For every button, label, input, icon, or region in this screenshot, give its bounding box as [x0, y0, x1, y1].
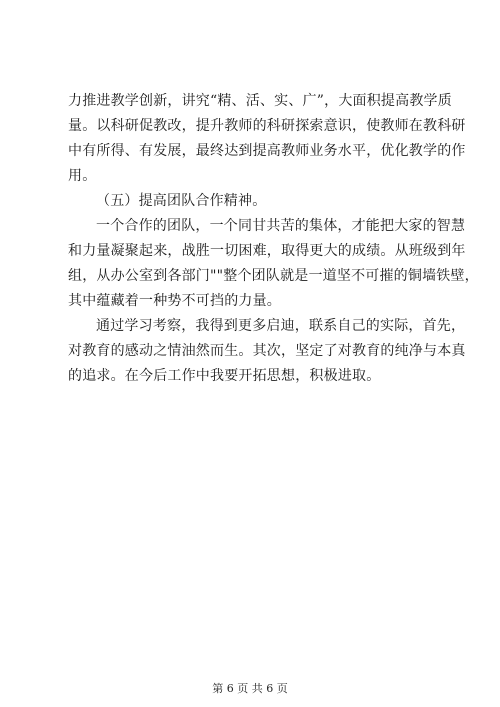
paragraph-4-line-3: 的追求。在今后工作中我要开拓思想，积极进取。 [68, 368, 381, 384]
section-heading: （五）提高团队合作精神。 [96, 193, 267, 209]
paragraph-3-line-4: 其中蕴藏着一种势不可挡的力量。 [68, 293, 281, 309]
paragraph-4-line-2: 对教育的感动之情油然而生。其次，坚定了对教育的纯净与本真 [68, 343, 466, 359]
paragraph-1-line-2: 量。以科研促教改，提升教师的科研探索意识，使教师在教科研 [68, 118, 466, 134]
paragraph-3-line-2: 和力量凝聚起来，战胜一切困难，取得更大的成绩。从班级到年 [68, 243, 466, 259]
paragraph-1-line-3: 中有所得、有发展，最终达到提高教师业务水平，优化教学的作 [68, 143, 466, 159]
paragraph-4-line-1: 通过学习考察，我得到更多启迪，联系自己的实际，首先， [96, 318, 466, 334]
paragraph-3-line-1: 一个合作的团队，一个同甘共苦的集体，才能把大家的智慧 [96, 218, 466, 234]
page-number-footer: 第 6 页 共 6 页 [212, 682, 288, 695]
document-body [68, 89, 479, 389]
paragraph-1-line-1: 力推进教学创新，讲究“精、活、实、广”，大面积提高教学质 [68, 93, 452, 109]
paragraph-1-line-4: 用。 [68, 168, 97, 184]
paragraph-3-line-3: 组，从办公室到各部门""整个团队就是一道坚不可摧的铜墙铁壁， [68, 268, 479, 284]
